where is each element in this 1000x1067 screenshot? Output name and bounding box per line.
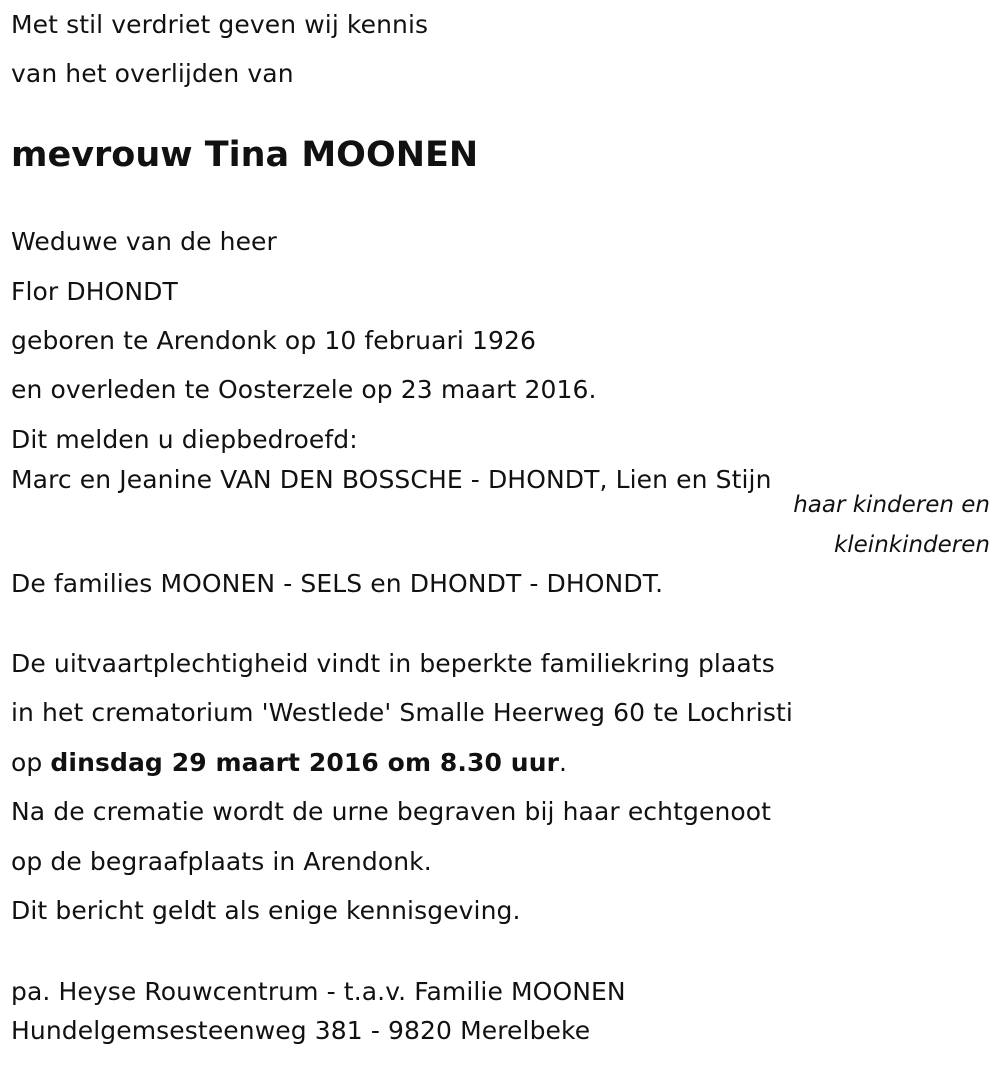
notice-statement: Dit bericht geldt als enige kennisgeving. <box>11 896 521 925</box>
ceremony-date-suffix: . <box>559 748 568 777</box>
mourners-intro: Dit melden u diepbedroefd: <box>11 425 358 454</box>
intro-line-2: van het overlijden van <box>11 59 294 88</box>
ceremony-line-4: Na de crematie wordt de urne begraven bij haar echtgenoot <box>11 797 772 826</box>
contact-address: Hundelgemsesteenweg 381 - 9820 Merelbeke <box>11 1016 591 1045</box>
ceremony-date-prefix: op <box>11 748 51 777</box>
ceremony-line-2: in het crematorium 'Westlede' Smalle Heerweg 60 te Lochristi <box>11 698 793 727</box>
birth-line: geboren te Arendonk op 10 februari 1926 <box>11 326 536 355</box>
deceased-name: mevrouw Tina MOONEN <box>11 135 479 175</box>
ceremony-line-5: op de begraafplaats in Arendonk. <box>11 847 432 876</box>
spouse-name: Flor DHONDT <box>11 277 178 306</box>
mourners-family-line: Marc en Jeanine VAN DEN BOSSCHE - DHONDT, Lien en Stijn <box>11 465 772 494</box>
intro-line-1: Met stil verdriet geven wij kennis <box>11 10 429 39</box>
relation-label-2: kleinkinderen <box>833 532 990 558</box>
ceremony-line-1: De uitvaartplechtigheid vindt in beperkte familiekring plaats <box>11 649 775 678</box>
relation-label-1: haar kinderen en <box>793 492 990 518</box>
families-line: De families MOONEN - SELS en DHONDT - DHONDT. <box>11 569 664 598</box>
ceremony-date: dinsdag 29 maart 2016 om 8.30 uur <box>50 748 560 777</box>
widow-of-line: Weduwe van de heer <box>11 227 277 256</box>
death-line: en overleden te Oosterzele op 23 maart 2016. <box>11 375 597 404</box>
ceremony-date-line <box>11 748 567 778</box>
contact-line-1: pa. Heyse Rouwcentrum - t.a.v. Familie MOONEN <box>11 977 626 1006</box>
